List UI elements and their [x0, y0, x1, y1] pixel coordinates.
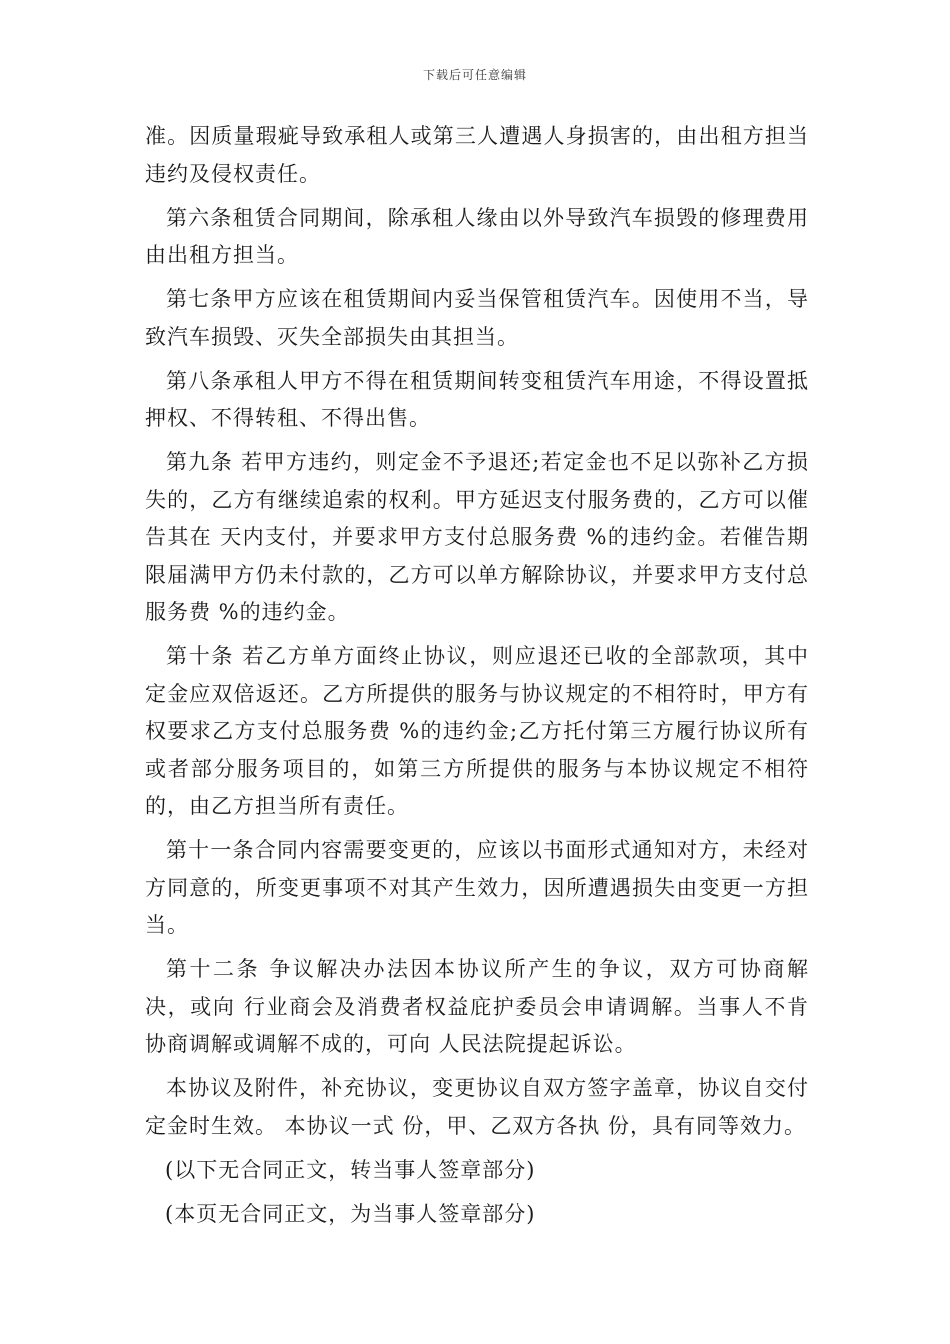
paragraph-article-12: 第十二条 争议解决办法因本协议所产生的争议，双方可协商解决，或向 行业商会及消费者权益庇护委员会申请调解。当事人不肯协商调解或调解不成的，可向 人民法院提起诉讼。	[145, 957, 809, 1056]
paragraph-article-8: 第八条承租人甲方不得在租赁期间转变租赁汽车用途，不得设置抵押权、不得转租、不得出售。	[145, 368, 809, 430]
paragraph-article-11: 第十一条合同内容需要变更的，应该以书面形式通知对方，未经对方同意的，所变更事项不对其产生效力，因所遭遇损失由变更一方担当。	[145, 838, 809, 937]
paragraph-continuation: 准。因质量瑕疵导致承租人或第三人遭遇人身损害的，由出租方担当违约及侵权责任。	[145, 124, 809, 186]
contract-body	[145, 118, 809, 1240]
page-header-note: 下载后可任意编辑	[422, 68, 527, 82]
note-signature-page: (本页无合同正文，为当事人签章部分)	[165, 1201, 536, 1226]
paragraph-article-9: 第九条 若甲方违约，则定金不予退还;若定金也不足以弥补乙方损失的，乙方有继续追索的权利。甲方延迟支付服务费的，乙方可以催告其在 天内支付，并要求甲方支付总服务费 %的违约金。若催告期限届满甲方仍未付款的，乙方可以单方解除协议，并要求甲方支付总服务费 %的违约金。	[145, 450, 809, 624]
paragraph-article-7: 第七条甲方应该在租赁期间内妥当保管租赁汽车。因使用不当，导致汽车损毁、灭失全部损失由其担当。	[145, 287, 809, 349]
paragraph-article-10: 第十条 若乙方单方面终止协议，则应退还已收的全部款项，其中定金应双倍返还。乙方所提供的服务与协议规定的不相符时，甲方有权要求乙方支付总服务费 %的违约金;乙方托付第三方履行协议所有或者部分服务项目的，如第三方所提供的服务与本协议规定不相符的，由乙方担当所有责任。	[145, 644, 809, 818]
note-no-body-text: (以下无合同正文，转当事人签章部分)	[165, 1157, 536, 1182]
paragraph-effective-clause: 本协议及附件，补充协议，变更协议自双方签字盖章，协议自交付定金时生效。 本协议一式 份，甲、乙双方各执 份，具有同等效力。	[145, 1076, 809, 1138]
paragraph-article-6: 第六条租赁合同期间，除承租人缘由以外导致汽车损毁的修理费用由出租方担当。	[145, 205, 809, 267]
